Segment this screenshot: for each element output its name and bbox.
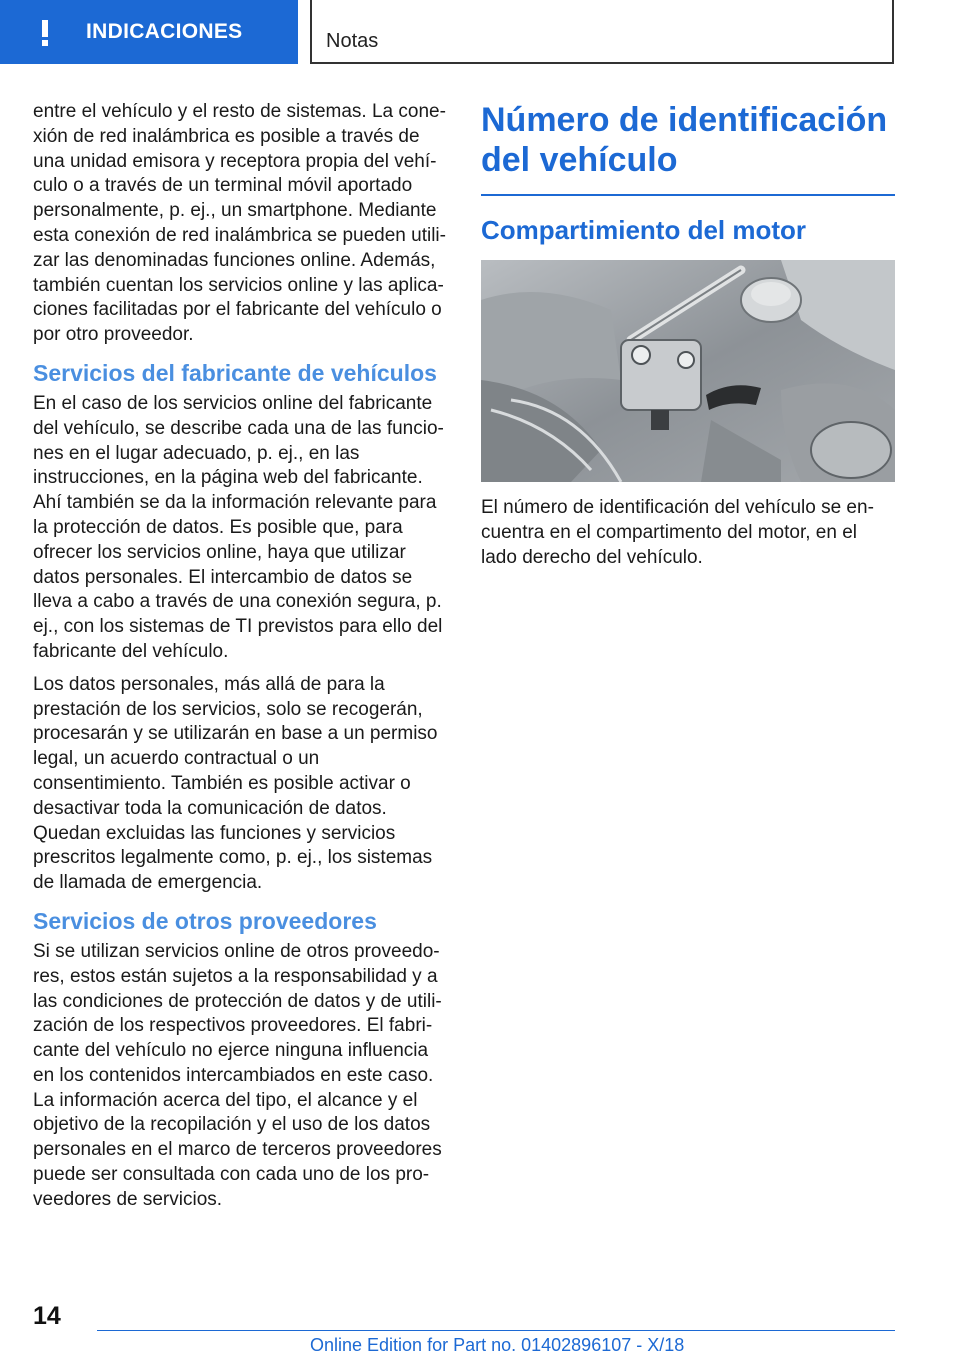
notes-tab-label: Notas [326, 30, 379, 52]
other-providers-paragraph: Si se utilizan servicios online de otros proveedores, estos están sujetos a la responsabilidad y a las condiciones de protección de datos y de utilización de los respectivos proveedores. El fabricante del vehículo no ejerce ninguna influencia en los contenidos intercambiados en este caso. La información acerca del tipo, el alcance y el objetivo de la recopilación y el uso de los datos personales en el marco de terceros proveedores puede ser consultada con cada uno de los proveedores de servicios. [33, 940, 442, 1210]
footer-divider [97, 1330, 895, 1331]
intro-paragraph: entre el vehículo y el resto de sistemas. La conexión de red inalámbrica es posible a través de una unidad emisora y receptora propia del vehículo o a través de un terminal móvil aportado personalmente, p. ej., un smartphone. Mediante esta conexión de red inalámbrica se pueden utilizar las denominadas funciones online. Además, también cuentan los servicios online y las aplicaciones facilitadas por el fabricante del vehículo o por otro proveedor. [33, 101, 446, 346]
heading-manufacturer-services: Servicios del fabricante de vehículos [33, 359, 437, 386]
heading-other-providers: Servicios de otros proveedores [33, 907, 377, 934]
vin-location-paragraph: El número de identificación del vehículo se encuentra en el compartimento del motor, en el lado derecho del vehículo. [481, 497, 874, 568]
section-tab-indicaciones[interactable] [0, 0, 298, 64]
footer-edition-text: Online Edition for Part no. 01402896107 - X/18 [310, 1335, 685, 1355]
notes-tab[interactable] [310, 0, 894, 64]
page-header [0, 0, 960, 66]
section-title: Número de identificación del vehículo [481, 101, 888, 179]
subsection-title: Compartimiento del motor [481, 215, 807, 245]
manufacturer-paragraph-2: Los datos personales, más allá de para la prestación de los servicios, solo se recogerán, procesarán y se utilizarán en base a un permiso legal, un acuerdo contractual o un consentimiento. También es posible activar o desactivar toda la comunicación de datos. Quedan excluidas las funciones y servicios prescritos legalmente como, p. ej., los sistemas de llamada de emergencia. [33, 673, 438, 894]
page-number: 14 [33, 1302, 61, 1330]
left-column [33, 100, 447, 1221]
exclamation-icon [40, 20, 50, 46]
right-column [481, 100, 895, 578]
title-divider [481, 194, 895, 196]
section-tab-label: INDICACIONES [86, 20, 243, 43]
manufacturer-paragraph-1: En el caso de los servicios online del fabricante del vehículo, se describe cada una de las funciones en el lugar adecuado, p. ej., en las instrucciones, en la página web del fabricante. Ahí también se da la información relevante para la protección de datos. Es posible que, para ofrecer los servicios online, haya que utilizar datos personales. El intercambio de datos se lleva a cabo a través de una conexión segura, p. ej., con los sistemas de TI previstos para ello del fabricante del vehículo. [33, 392, 444, 662]
engine-compartment-image [481, 260, 895, 482]
